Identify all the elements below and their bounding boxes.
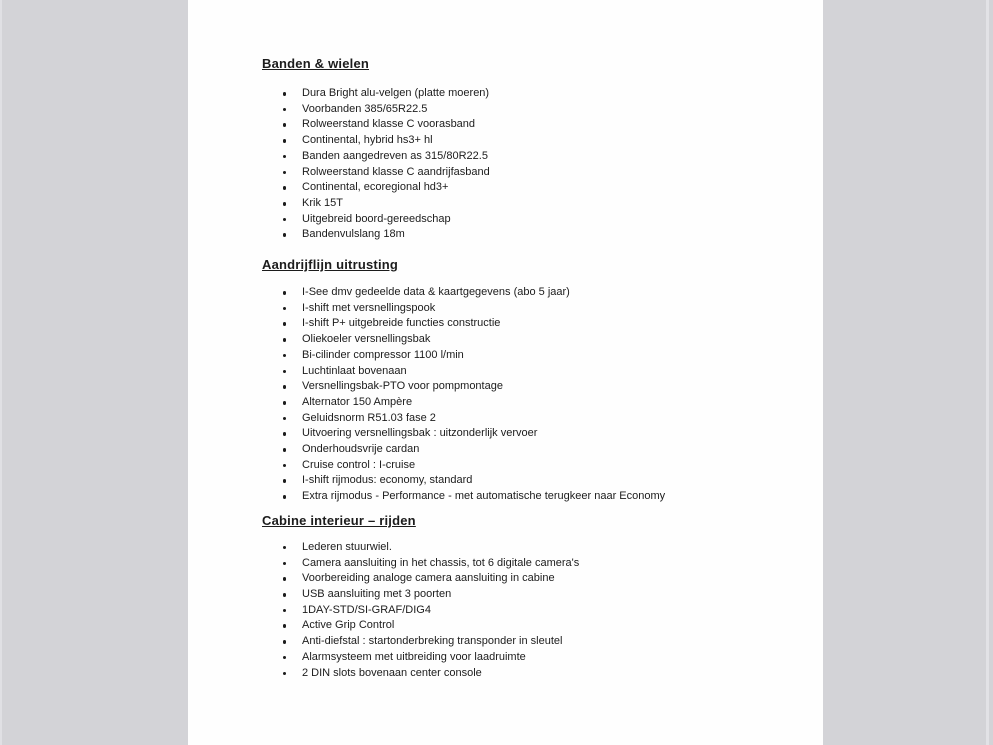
- list-item: [262, 556, 823, 572]
- list-item-text: Rolweerstand klasse C aandrijfasband: [302, 165, 490, 178]
- list-item-text: Rolweerstand klasse C voorasband: [302, 118, 476, 131]
- list-item-text: Anti-diefstal : startonderbreking transponder in sleutel: [302, 635, 563, 648]
- list-item: [262, 364, 823, 380]
- list-item-text: Voorbanden 385/65R22.5: [302, 102, 428, 115]
- document-section: [262, 258, 823, 505]
- bullet-icon: [283, 338, 287, 342]
- list-item: [262, 117, 823, 133]
- bullet-icon: [283, 186, 287, 190]
- document-content: [188, 57, 823, 681]
- list-item: [262, 102, 823, 118]
- bullet-icon: [283, 307, 287, 311]
- list-item-text: Geluidsnorm R51.03 fase 2: [302, 411, 436, 424]
- list-item-text: Cruise control : I-cruise: [302, 458, 416, 471]
- bullet-icon: [283, 322, 287, 326]
- bullet-icon: [283, 448, 287, 452]
- list-item-text: I-shift met versnellingspook: [302, 301, 436, 314]
- list-item-text: Camera aansluiting in het chassis, tot 6 digitale camera's: [302, 556, 580, 569]
- bullet-icon: [283, 233, 287, 237]
- list-item-text: Luchtinlaat bovenaan: [302, 364, 407, 377]
- bullet-icon: [283, 640, 287, 644]
- list-item-text: Alarmsysteem met uitbreiding voor laadruimte: [302, 650, 526, 663]
- list-item: [262, 411, 823, 427]
- list-item-text: Krik 15T: [302, 196, 343, 209]
- list-item: [262, 634, 823, 650]
- list-item-text: I-shift rijmodus: economy, standard: [302, 474, 473, 487]
- bullet-icon: [283, 464, 287, 468]
- bullet-icon: [283, 370, 287, 374]
- list-item: [262, 395, 823, 411]
- list-item: [262, 666, 823, 682]
- list-item: [262, 285, 823, 301]
- list-item: [262, 180, 823, 196]
- bullet-icon: [283, 92, 287, 96]
- bullet-icon: [283, 139, 287, 143]
- bullet-icon: [283, 577, 287, 581]
- list-item: [262, 571, 823, 587]
- list-item: [262, 489, 823, 505]
- bullet-list: [262, 285, 823, 505]
- bullet-icon: [283, 218, 287, 222]
- list-item: [262, 650, 823, 666]
- list-item-text: Oliekoeler versnellingsbak: [302, 333, 431, 346]
- list-item-text: Extra rijmodus - Performance - met automatische terugkeer naar Economy: [302, 490, 666, 503]
- list-item-text: Onderhoudsvrije cardan: [302, 443, 420, 456]
- bullet-icon: [283, 108, 287, 112]
- document-section: [262, 57, 823, 243]
- section-heading: Cabine interieur – rijden: [262, 512, 416, 528]
- section-heading: Aandrijflijn uitrusting: [262, 257, 399, 273]
- list-item: [262, 473, 823, 489]
- list-item: [262, 149, 823, 165]
- bullet-icon: [283, 495, 287, 499]
- bullet-icon: [283, 546, 287, 550]
- list-item: [262, 332, 823, 348]
- list-item: [262, 348, 823, 364]
- list-item-text: Continental, hybrid hs3+ hl: [302, 134, 433, 147]
- list-item: [262, 618, 823, 634]
- bullet-icon: [283, 609, 287, 613]
- list-item: [262, 212, 823, 228]
- list-item-text: Versnellingsbak-PTO voor pompmontage: [302, 380, 503, 393]
- bullet-icon: [283, 155, 287, 159]
- viewer-left-edge: [0, 0, 2, 745]
- list-item-text: Voorbereiding analoge camera aansluiting in cabine: [302, 572, 555, 585]
- list-item: [262, 227, 823, 243]
- list-item: [262, 165, 823, 181]
- bullet-icon: [283, 656, 287, 660]
- list-item: [262, 458, 823, 474]
- list-item-text: Uitgebreid boord-gereedschap: [302, 212, 451, 225]
- list-item: [262, 86, 823, 102]
- list-item-text: Dura Bright alu-velgen (platte moeren): [302, 87, 490, 99]
- bullet-icon: [283, 171, 287, 175]
- list-item: [262, 426, 823, 442]
- bullet-icon: [283, 593, 287, 597]
- bullet-icon: [283, 432, 287, 436]
- bullet-icon: [283, 354, 287, 358]
- bullet-icon: [283, 123, 287, 127]
- list-item: [262, 196, 823, 212]
- document-section: [262, 514, 823, 681]
- list-item-text: Banden aangedreven as 315/80R22.5: [302, 149, 488, 162]
- bullet-icon: [283, 401, 287, 405]
- bullet-icon: [283, 624, 287, 628]
- list-item: [262, 603, 823, 619]
- list-item: [262, 133, 823, 149]
- list-item-text: I-shift P+ uitgebreide functies constructie: [302, 317, 501, 330]
- bullet-icon: [283, 291, 287, 295]
- list-item-text: Continental, ecoregional hd3+: [302, 181, 449, 194]
- bullet-icon: [283, 202, 287, 206]
- list-item: [262, 587, 823, 603]
- section-heading: Banden & wielen: [262, 56, 370, 71]
- bullet-icon: [283, 562, 287, 566]
- list-item: [262, 442, 823, 458]
- list-item: [262, 301, 823, 317]
- list-item-text: 2 DIN slots bovenaan center console: [302, 666, 482, 679]
- bullet-icon: [283, 672, 287, 676]
- list-item-text: I-See dmv gedeelde data & kaartgegevens (abo 5 jaar): [302, 286, 570, 299]
- list-item-text: Alternator 150 Ampère: [302, 395, 413, 408]
- list-item-text: Lederen stuurwiel.: [302, 540, 392, 553]
- bullet-list: [262, 540, 823, 681]
- list-item: [262, 540, 823, 556]
- list-item-text: Bandenvulslang 18m: [302, 228, 405, 241]
- list-item-text: USB aansluiting met 3 poorten: [302, 587, 452, 600]
- bullet-icon: [283, 385, 287, 389]
- bullet-list: [262, 86, 823, 243]
- bullet-icon: [283, 417, 287, 421]
- bullet-icon: [283, 479, 287, 483]
- list-item: [262, 379, 823, 395]
- document-page: [188, 0, 823, 745]
- scrollbar-track[interactable]: [986, 0, 989, 745]
- list-item-text: Bi-cilinder compressor 1100 l/min: [302, 348, 464, 361]
- list-item: [262, 316, 823, 332]
- list-item-text: Active Grip Control: [302, 619, 395, 632]
- list-item-text: 1DAY-STD/SI-GRAF/DIG4: [302, 603, 431, 616]
- list-item-text: Uitvoering versnellingsbak : uitzonderlijk vervoer: [302, 427, 538, 440]
